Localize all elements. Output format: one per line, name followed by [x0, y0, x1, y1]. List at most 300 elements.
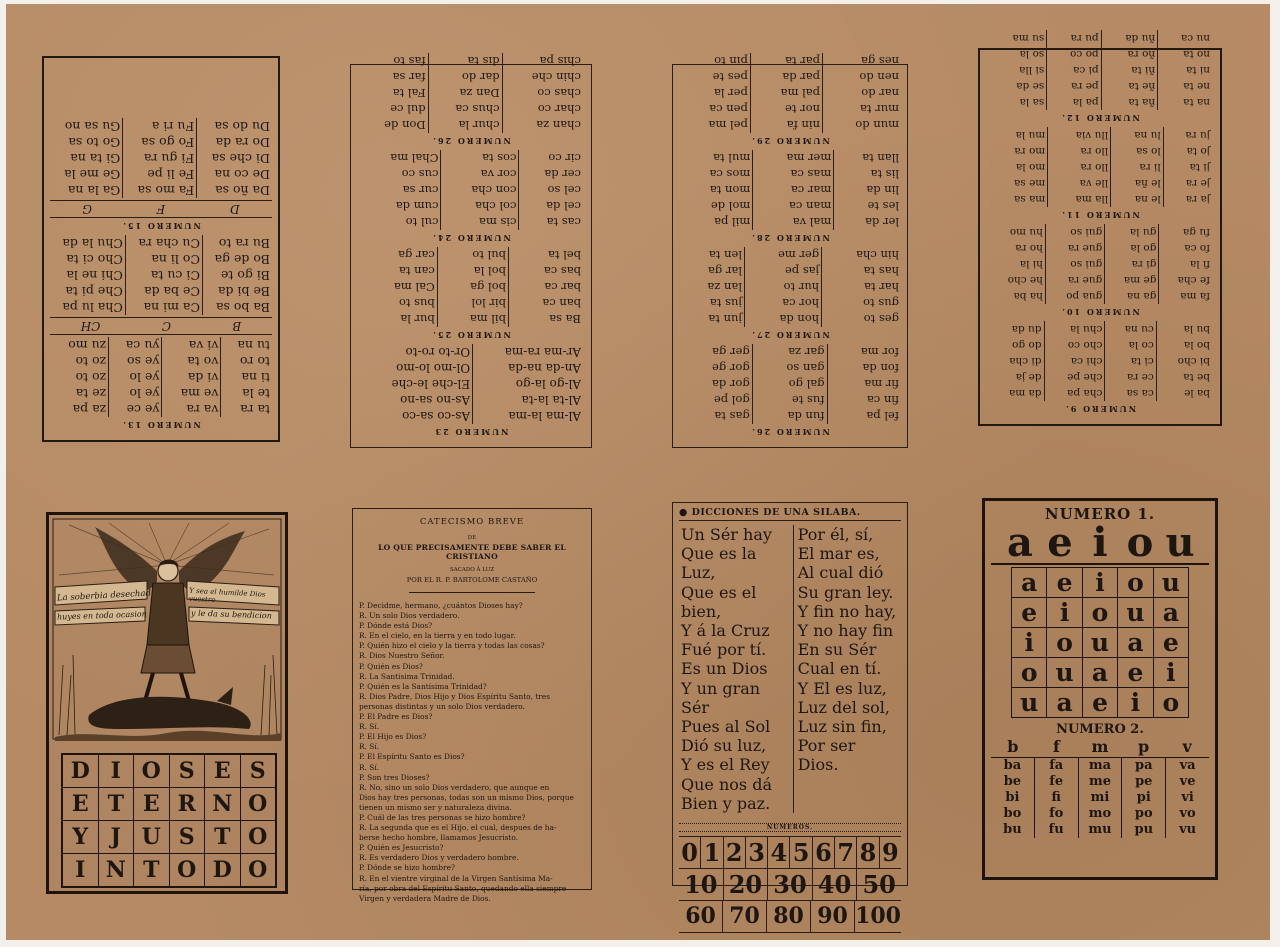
monosyllable-line: Bien y paz. — [681, 793, 771, 813]
numeros-label: NUMEROS. — [679, 823, 901, 832]
table-cell: ges to — [863, 312, 899, 326]
table-cell: Ba sa — [549, 312, 581, 326]
table-cell: sa la — [988, 94, 1047, 110]
table-cell: bol la — [437, 263, 508, 279]
table-cell: mur ta — [860, 102, 899, 116]
table-cell: gue ra — [1045, 240, 1104, 256]
table-cell: Ol-mo lo-mo — [359, 360, 473, 376]
table-cell: bil ma — [437, 311, 508, 327]
catechism-line: R. En el vientre virginal de la Virgen Santísima Ma- — [359, 873, 553, 883]
vowel-row — [1011, 567, 1189, 598]
table-cell: co la — [1105, 337, 1156, 353]
table-row — [679, 150, 901, 166]
table-cell: Che pi ta — [50, 283, 125, 299]
table-row — [988, 224, 1212, 240]
section-number: NUMERO 23 — [433, 427, 509, 437]
number-cell: 8 — [856, 837, 878, 868]
table-cell: gas ta — [679, 408, 752, 424]
catechism-page — [352, 508, 592, 903]
table-row — [50, 267, 272, 283]
table-cell: du da — [988, 321, 1044, 337]
number-cell: 70 — [722, 901, 766, 932]
letter-cell: U — [133, 821, 169, 853]
table-cell: ma sa — [988, 191, 1048, 207]
syllable-cell: pu — [1134, 822, 1154, 837]
table-cell: do go — [988, 337, 1044, 353]
catechism-line: tienen un mismo ser y naturaleza divina. — [359, 802, 512, 812]
table-cell: vi va — [162, 337, 221, 353]
table-cell: ze ta — [50, 385, 109, 401]
catechism-title: LO QUE PRECISAMENTE DEBE SABER EL CRISTIANO — [378, 543, 566, 561]
table-cell: da ma — [988, 385, 1044, 401]
table-cell: cul to — [359, 214, 441, 230]
letter-cell: O — [240, 854, 276, 886]
table-cell: yu ca — [109, 337, 162, 353]
monosyllable-right-column — [794, 525, 901, 813]
table-cell: mos ca — [679, 166, 753, 182]
table-cell: fun da — [752, 408, 827, 424]
number-cell: 100 — [854, 901, 901, 932]
table-cell: Co li na — [125, 251, 202, 267]
table-cell: cas ta — [546, 215, 581, 229]
table-cell: pen ca — [679, 101, 750, 117]
table-cell: ci ta — [1105, 353, 1156, 369]
table-cell: cer da — [544, 167, 581, 181]
table-cell: su ma — [988, 30, 1047, 46]
catechism-line: P. Decidme, hermano, ¿cuántos Dioses hay? — [359, 601, 523, 610]
syllable-cell: fu — [1048, 822, 1064, 837]
table-row — [50, 337, 272, 353]
syllable-cell: fi — [1051, 790, 1061, 805]
monosyllable-columns — [679, 525, 901, 813]
letter-cell: T — [133, 854, 169, 886]
table-cell: gar za — [752, 344, 827, 360]
table-cell: jus ta — [679, 295, 744, 311]
table-cell: Chi ne la — [50, 267, 125, 283]
table-cell: per la — [679, 85, 750, 101]
vowel-cell: u — [1153, 568, 1188, 597]
table-row — [988, 46, 1212, 62]
letter-cell: E — [133, 788, 169, 820]
table-cell: chis pa — [539, 54, 581, 68]
catechism-line: P. Quién es Dios? — [359, 661, 423, 671]
table-cell: El-che le-che — [359, 376, 473, 392]
syllable-cell: vo — [1179, 806, 1196, 821]
table-row — [359, 263, 583, 279]
syllable-cell: me — [1088, 774, 1111, 789]
table-cell: chin che — [531, 70, 581, 84]
table-cell: bel ta — [548, 248, 581, 262]
table-row — [679, 295, 901, 311]
table-cell: par da — [750, 69, 822, 85]
table-row — [359, 279, 583, 295]
table-row — [988, 385, 1212, 401]
number-cell: 4 — [767, 837, 789, 868]
vowel-cell: o — [1153, 688, 1188, 717]
table-cell: Be bi da — [218, 284, 270, 299]
table-row — [679, 166, 901, 182]
table-cell: pal ma — [750, 85, 822, 101]
table-cell: Fa mo sa — [123, 182, 197, 198]
table-cell: Fu ri a — [123, 118, 197, 134]
vowel-cell: e — [1082, 688, 1117, 717]
table-row — [50, 353, 272, 369]
consonant-header: p — [1137, 737, 1150, 756]
table-cell: cis ma — [441, 214, 519, 230]
table-row — [679, 182, 901, 198]
number-cell: 3 — [745, 837, 767, 868]
table-cell: col cha — [441, 198, 519, 214]
table-cell: fi la — [1190, 258, 1210, 270]
table-cell: lan za — [679, 279, 744, 295]
table-cell: Al-ma la-ma — [508, 409, 581, 423]
table-cell: Do ra da — [215, 135, 270, 150]
table-cell: fa ma — [1180, 290, 1210, 302]
table-cell: ye so — [109, 353, 162, 369]
monosyllable-line: Y no hay fin — [797, 621, 894, 641]
section-number: NUMERO 12. — [1060, 113, 1140, 123]
syllable-cell: mo — [1088, 806, 1112, 821]
monosyllable-line: Y es el Rey — [681, 755, 770, 775]
table-cell: ler da — [865, 215, 899, 229]
vowel-cell: u — [1117, 598, 1152, 627]
table-cell: llo ra — [1048, 143, 1111, 159]
table-cell: cir co — [548, 151, 581, 165]
section-number: NUMERO 13. — [121, 420, 201, 430]
monosyllable-line: Al cual dió — [797, 563, 884, 583]
table-cell: fas to — [359, 53, 428, 69]
table-row — [50, 251, 272, 267]
table-cell: mer ma — [753, 150, 834, 166]
number-cell: 0 — [681, 838, 698, 868]
table-cell: ni ta — [1186, 64, 1210, 76]
catechism-line: P. Son tres Dioses? — [359, 772, 430, 782]
syllable-cell: fa — [1049, 758, 1064, 773]
table-cell: hor ca — [744, 295, 821, 311]
table-row — [679, 247, 901, 263]
primer-cover-angel — [46, 512, 288, 894]
syllable-table — [679, 247, 901, 327]
table-cell: cel da — [546, 199, 581, 213]
table-cell: nin fa — [750, 117, 822, 133]
letter-cell: D — [204, 854, 240, 886]
primer-page-syllables-23-26 — [350, 54, 592, 448]
table-cell: Gu sa no — [50, 118, 123, 134]
catechism-line: R. La Santísima Trinidad. — [359, 671, 455, 681]
table-cell: ge ma — [1105, 272, 1159, 288]
table-cell: de ja — [988, 369, 1044, 385]
table-cell: dul ce — [359, 101, 428, 117]
big-vowel: o — [1126, 519, 1154, 566]
letter-cell: R — [169, 788, 205, 820]
syllable-cell: pi — [1136, 790, 1151, 805]
table-cell: Ar-ma ra-ma — [504, 345, 581, 359]
table-cell: ña ta — [1101, 94, 1158, 110]
number-cell: 9 — [879, 837, 901, 868]
banner-text-low-left: huyes en toda ocasion — [56, 609, 147, 622]
table-cell: Du do sa — [214, 119, 270, 134]
table-cell: lle va — [1048, 175, 1111, 191]
table-cell: ye lo — [109, 385, 162, 401]
letter-row — [63, 820, 275, 853]
letter-cell: O — [240, 821, 276, 853]
table-cell: tu na — [237, 338, 270, 353]
table-row — [359, 117, 583, 133]
table-cell: chus ca — [428, 101, 502, 117]
syllable-table — [359, 344, 583, 424]
table-cell: cha pa — [1044, 385, 1105, 401]
table-cell: cos ta — [441, 150, 519, 166]
table-cell: Da ño sa — [215, 183, 270, 198]
number-cell: 10 — [684, 870, 718, 900]
table-row — [679, 117, 901, 133]
vowel-cell: u — [1082, 628, 1117, 657]
monosyllable-line: Por él, sí, — [797, 525, 874, 544]
table-row — [50, 182, 272, 198]
table-cell: ye ce — [109, 401, 162, 417]
table-cell: dis ta — [428, 53, 502, 69]
monosyllable-line: Que nos dá — [681, 774, 772, 794]
big-vowel: u — [1165, 519, 1195, 566]
table-cell: Or-to ro-to — [359, 344, 473, 360]
number-cell: 1 — [700, 837, 722, 868]
digits-row — [679, 836, 901, 869]
table-row — [50, 150, 272, 166]
vowel-cell: a — [1021, 568, 1038, 597]
letter-cell: N — [204, 788, 240, 820]
syllable-cell: mu — [1088, 822, 1112, 837]
monosyllable-title — [679, 507, 901, 521]
table-row — [679, 408, 901, 424]
monosyllable-left-column — [679, 525, 794, 813]
number-cell: 60 — [685, 903, 716, 930]
table-row — [359, 182, 583, 198]
table-row — [359, 69, 583, 85]
letter-label: B — [232, 319, 242, 333]
table-cell: Chu la da — [50, 235, 125, 251]
catechism-line: Dios hay tres personas, todas son un mismo Dios, porque — [359, 792, 574, 802]
table-cell: Chal ma — [359, 150, 441, 166]
table-row — [988, 62, 1212, 78]
consonant-header: b — [1007, 737, 1019, 756]
catechism-line: P. Quién es Jesucristo? — [359, 843, 444, 853]
table-cell: Bi go te — [220, 268, 270, 283]
table-row — [359, 198, 583, 214]
table-cell: cum da — [359, 198, 441, 214]
table-cell: Bo de ga — [214, 252, 270, 267]
table-cell: gol pe — [679, 392, 752, 408]
table-cell: hin cha — [856, 248, 899, 262]
syllable-cell: ba — [1003, 758, 1022, 773]
table-cell: di cha — [988, 353, 1044, 369]
section-number: NUMERO 26. — [431, 136, 511, 146]
monosyllable-line: El mar es, — [797, 544, 880, 564]
table-cell: As-co sa-co — [359, 408, 473, 424]
letter-cell: T — [204, 821, 240, 853]
table-cell: gua po — [1045, 288, 1104, 304]
table-row — [359, 101, 583, 117]
catechism-author: POR EL R. P. BARTOLOME CASTAÑO — [406, 576, 538, 584]
catechism-line: personas distintas y un solo Dios verdadero. — [359, 701, 525, 711]
catechism-line: P. Quién es la Santísima Trinidad? — [359, 681, 487, 691]
table-row — [679, 85, 901, 101]
syllable-cell: ve — [1179, 774, 1196, 789]
table-cell: ga na — [1105, 288, 1159, 304]
syllable-column — [1165, 758, 1209, 838]
table-cell: chur la — [428, 117, 502, 133]
table-row — [679, 279, 901, 295]
vowel-row — [1011, 688, 1189, 718]
table-cell: bir lol — [437, 295, 508, 311]
letter-cell: O — [133, 755, 169, 787]
table-cell: fus te — [752, 392, 827, 408]
table-cell: far sa — [359, 69, 428, 85]
catechism-line: P. Quién hizo el cielo y la tierra y todas las cosas? — [359, 641, 545, 651]
letter-cell: O — [240, 788, 276, 820]
table-cell: ger ga — [679, 344, 752, 360]
table-cell: mas ca — [753, 166, 834, 182]
table-cell: hu mo — [988, 224, 1045, 240]
catechism-text — [359, 601, 585, 904]
table-cell: hi la — [988, 256, 1045, 272]
catechism-line: R. Dios Nuestro Señor. — [359, 651, 445, 661]
table-cell: for ma — [860, 345, 899, 359]
table-cell: jo ta — [1186, 145, 1210, 157]
table-cell: gi ra — [1105, 256, 1159, 272]
syllable-table — [50, 118, 272, 198]
table-row — [988, 353, 1212, 369]
vowel-cell: i — [1024, 628, 1034, 657]
number-cell: 40 — [812, 869, 857, 900]
table-cell: si lla — [988, 62, 1047, 78]
letter-cell: D — [70, 758, 90, 784]
table-row — [359, 344, 583, 360]
monosyllable-line: Y El es luz, — [797, 678, 887, 698]
table-cell: char co — [537, 102, 581, 116]
table-row — [988, 30, 1212, 46]
number-cell: 2 — [723, 837, 745, 868]
table-cell: nes ga — [861, 54, 899, 68]
syllable-table — [679, 344, 901, 424]
table-cell: he cho — [988, 272, 1045, 288]
table-cell: le na — [1111, 191, 1164, 207]
monosyllable-line: Dió su luz, — [681, 736, 767, 756]
table-row — [988, 272, 1212, 288]
catechism-line: R. En el cielo, en la tierra y en todo lugar. — [359, 631, 516, 641]
table-cell: mu la — [988, 127, 1048, 143]
vowel-cell: i — [1117, 688, 1152, 717]
letter-labels — [50, 317, 272, 335]
table-row — [359, 392, 583, 408]
table-row — [988, 240, 1212, 256]
table-cell: ne ta — [1183, 80, 1210, 92]
table-cell: chi ca — [1044, 353, 1105, 369]
table-cell: zo to — [50, 353, 109, 369]
syllable-cell: bi — [1005, 790, 1020, 805]
table-cell: llan ta — [862, 151, 899, 165]
section-number: NUMERO 27. — [750, 330, 830, 340]
catechism-line: R. Sí. — [359, 722, 380, 732]
letter-label: CH — [80, 319, 101, 333]
angel-woodcut-illustration — [49, 515, 285, 743]
table-row — [50, 369, 272, 385]
number-cell: 6 — [812, 837, 834, 868]
letter-cell: N — [98, 854, 134, 886]
monosyllable-title-text: DICCIONES DE UNA SILABA. — [691, 507, 861, 518]
table-cell: Bu ra to — [218, 236, 270, 251]
table-row — [988, 256, 1212, 272]
table-row — [679, 392, 901, 408]
table-row — [988, 191, 1212, 207]
table-cell: ba le — [1184, 387, 1210, 399]
table-cell: De co na — [214, 167, 270, 182]
table-cell: ce ra — [1105, 369, 1156, 385]
table-cell: Fo go sa — [123, 134, 197, 150]
table-cell: vi da — [162, 369, 221, 385]
catechism-line: berse hecho hombre, llamamos Jesucristo. — [359, 833, 519, 843]
syllable-table — [988, 224, 1212, 304]
catechism-line: ría, por obra del Espíritu Santo, quedando ella siempre — [359, 883, 567, 893]
table-cell: Cu cha ra — [125, 235, 202, 251]
table-cell: Ge me la — [50, 166, 123, 182]
table-cell: ye lo — [109, 369, 162, 385]
syllable-table — [988, 127, 1212, 207]
table-row — [359, 214, 583, 230]
monosyllable-line: Pues al Sol — [681, 717, 771, 737]
vowel-cell: a — [1082, 658, 1117, 687]
table-cell: mon ta — [679, 182, 753, 198]
letter-row — [63, 853, 275, 886]
vowel-cell: e — [1021, 598, 1038, 627]
syllable-cell: vu — [1179, 822, 1197, 837]
table-row — [988, 127, 1212, 143]
table-cell: zu mo — [50, 337, 109, 353]
table-cell: can ta — [359, 263, 437, 279]
table-cell: go la — [1105, 240, 1159, 256]
table-cell: fin ca — [866, 393, 899, 407]
section-number: NUMERO 25. — [431, 330, 511, 340]
table-cell: gor da — [679, 376, 752, 392]
monosyllable-line: Su gran ley. — [797, 582, 894, 602]
table-cell: ta ra — [240, 402, 270, 417]
table-row — [50, 166, 272, 182]
table-cell: fo ca — [1184, 242, 1210, 254]
syllable-table — [679, 53, 901, 133]
numero2-title: NUMERO 2. — [1056, 722, 1144, 737]
table-row — [988, 78, 1212, 94]
table-cell: pes te — [679, 69, 750, 85]
monosyllable-line: Y á la Cruz — [681, 621, 770, 641]
table-cell: As-no sa-no — [359, 392, 473, 408]
table-row — [359, 360, 583, 376]
catechism-line: P. Cuál de las tres personas se hizo hombre? — [359, 812, 526, 822]
table-cell: fir ma — [864, 377, 899, 391]
catechism-line: R. Sí. — [359, 742, 380, 752]
number-cell: 50 — [856, 869, 901, 900]
table-cell: gan so — [752, 360, 827, 376]
number-cell: 90 — [810, 901, 854, 932]
table-cell: llo ra — [1048, 159, 1111, 175]
primer-page-syllables-13-15 — [42, 56, 280, 442]
catechism-line: R. Sí. — [359, 762, 380, 772]
table-cell: nar do — [861, 86, 899, 100]
table-row — [50, 235, 272, 251]
table-row — [359, 311, 583, 327]
monosyllable-line: Fué por tí. — [681, 640, 767, 660]
catechism-line: R. Es verdadero Dios y verdadero hombre. — [359, 853, 519, 863]
table-cell: lo sa — [1111, 143, 1164, 159]
table-row — [679, 214, 901, 230]
